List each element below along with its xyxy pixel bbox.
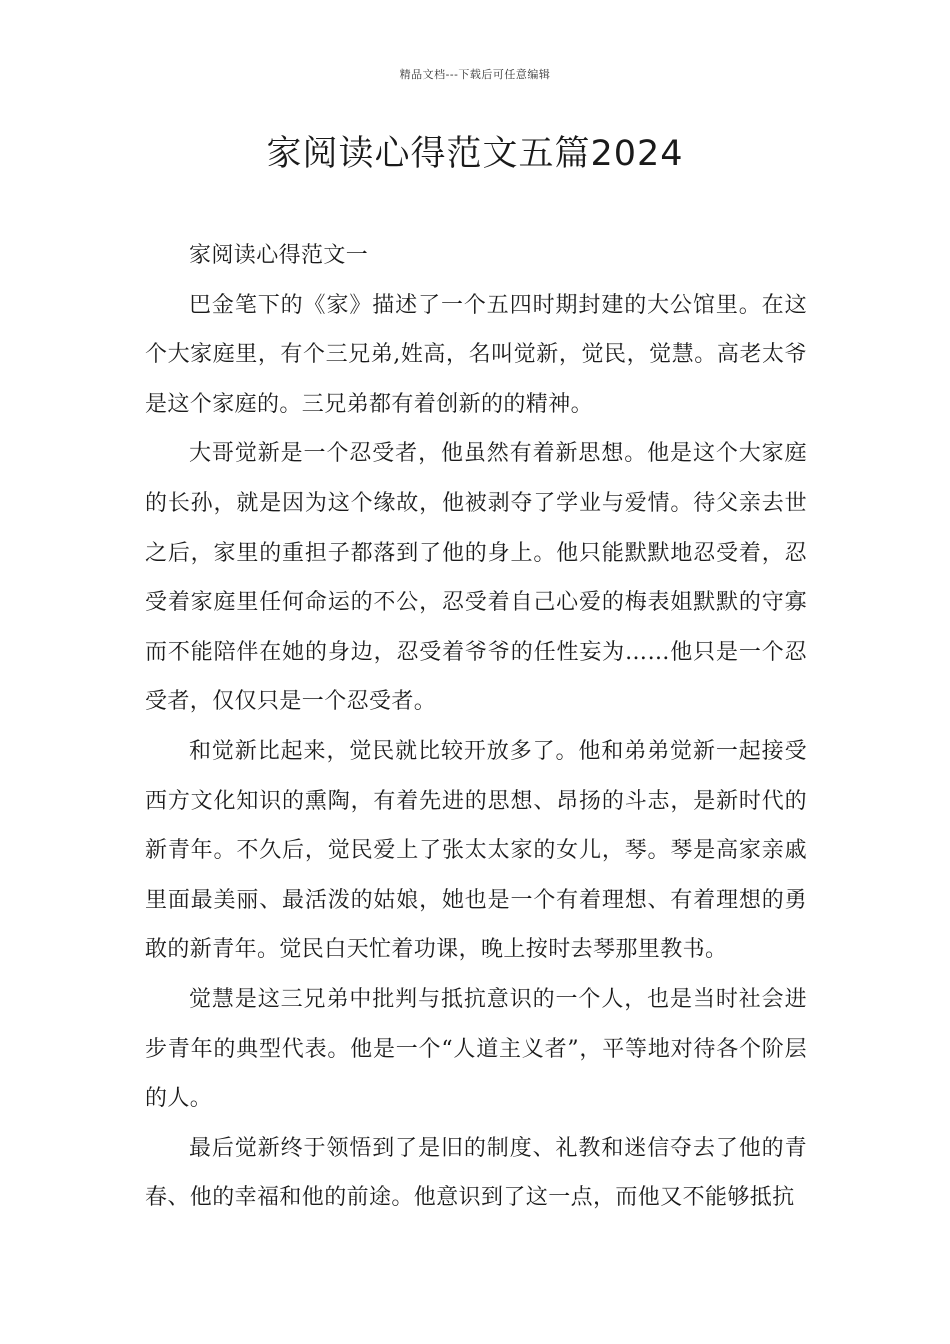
paragraph: 和觉新比起来，觉民就比较开放多了。他和弟弟觉新一起接受西方文化知识的熏陶，有着先进的思想、昂扬的斗志，是新时代的新青年。不久后，觉民爱上了张太太家的女儿，琴。琴是高家亲戚里面最美丽、最活泼的姑娘，她也是一个有着理想、有着理想的勇敢的新青年。觉民白天忙着功课，晚上按时去琴那里教书。: [145, 738, 807, 963]
document-body: [145, 231, 807, 1223]
paragraph: 巴金笔下的《家》描述了一个五四时期封建的大公馆里。在这个大家庭里，有个三兄弟,姓高，名叫觉新，觉民，觉慧。高老太爷是这个家庭的。三兄弟都有着创新的的精神。: [145, 292, 807, 417]
document-title: 家阅读心得范文五篇2024: [266, 134, 684, 174]
paragraph: 最后觉新终于领悟到了是旧的制度、礼教和迷信夺去了他的青春、他的幸福和他的前途。他意识到了这一点，而他又不能够抵抗: [145, 1135, 807, 1211]
header-note: 精品文档---下载后可任意编辑: [399, 68, 551, 81]
paragraph: 大哥觉新是一个忍受者，他虽然有着新思想。他是这个大家庭的长孙，就是因为这个缘故，他被剥夺了学业与爱情。待父亲去世之后，家里的重担子都落到了他的身上。他只能默默地忍受着，忍受着家庭里任何命运的不公，忍受着自己心爱的梅表姐默默的守寡而不能陪伴在她的身边，忍受着爷爷的任性妄为……他只是一个忍受者，仅仅只是一个忍受者。: [145, 441, 807, 715]
paragraph: 觉慧是这三兄弟中批判与抵抗意识的一个人，也是当时社会进步青年的典型代表。他是一个“人道主义者”，平等地对待各个阶层的人。: [145, 986, 807, 1112]
section-heading: 家阅读心得范文一: [189, 243, 369, 268]
